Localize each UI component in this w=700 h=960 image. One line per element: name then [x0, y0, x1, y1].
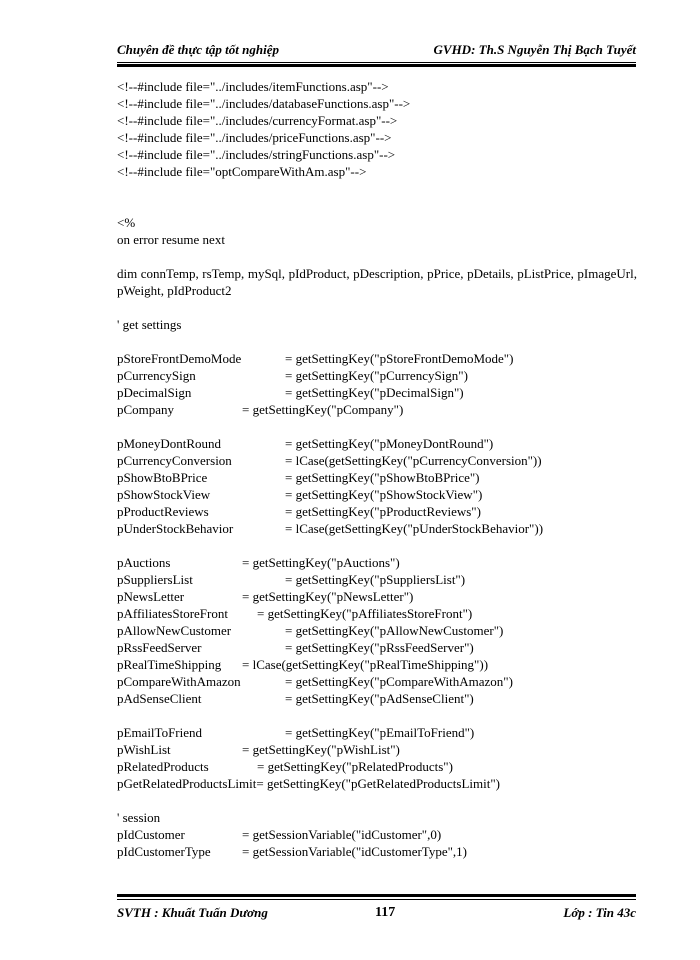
assignment-line: [117, 486, 637, 503]
page-number: 117: [375, 905, 396, 920]
settings-group-3: [117, 554, 637, 707]
comment-session-text: ' session: [117, 810, 161, 825]
footer-student: SVTH : Khuất Tuấn Dương: [117, 905, 268, 920]
assignment-value: = getSettingKey("pAdSenseClient"): [285, 691, 474, 706]
comment-session: [117, 809, 637, 826]
assignment-value: = getSettingKey("pCompany"): [242, 402, 404, 417]
assignment-line: [117, 741, 637, 758]
comment-get-settings-text: ' get settings: [117, 317, 182, 332]
assignment-value: = getSettingKey("pRelatedProducts"): [257, 759, 453, 774]
assignment-line: [117, 775, 637, 792]
variable-name: pProductReviews: [117, 504, 209, 519]
assignment-value: = getSettingKey("pDecimalSign"): [285, 385, 464, 400]
assignment-line: [117, 622, 637, 639]
assignment-value: = getSettingKey("pStoreFrontDemoMode"): [285, 351, 514, 366]
assignment-line: [117, 673, 637, 690]
assignment-value: = getSettingKey("pShowBtoBPrice"): [285, 470, 480, 485]
assignment-value: = getSettingKey("pGetRelatedProductsLimit"): [256, 776, 500, 791]
variable-name: pAdSenseClient: [117, 691, 202, 706]
assignment-value: = getSettingKey("pNewsLetter"): [242, 589, 414, 604]
assignment-value: = getSettingKey("pWishList"): [242, 742, 400, 757]
assignment-value: = getSettingKey("pAuctions"): [242, 555, 400, 570]
footer-class: Lớp : Tin 43c: [563, 905, 636, 920]
variable-name: pIdCustomer: [117, 827, 185, 842]
variable-name: pCurrencySign: [117, 368, 196, 383]
asp-open-tag: [117, 214, 637, 231]
assignment-value: = getSettingKey("pCurrencySign"): [285, 368, 468, 383]
assignment-line: [117, 656, 637, 673]
include-text: <!--#include file="../includes/itemFunctions.asp"-->: [117, 79, 389, 94]
assignment-value: = lCase(getSettingKey("pUnderStockBehavior")): [285, 521, 544, 536]
assignment-line: [117, 605, 637, 622]
assignment-line: [117, 843, 637, 860]
assignment-line: [117, 554, 637, 571]
assignment-value: = getSettingKey("pProductReviews"): [285, 504, 481, 519]
assignment-line: [117, 724, 637, 741]
assignment-value: = getSettingKey("pShowStockView"): [285, 487, 483, 502]
include-line: [117, 78, 637, 95]
assignment-line: [117, 367, 637, 384]
include-line: [117, 146, 637, 163]
on-error-text: on error resume next: [117, 232, 225, 247]
variable-name: pCompany: [117, 402, 175, 417]
assignment-line: [117, 469, 637, 486]
assignment-value: = getSettingKey("pAllowNewCustomer"): [285, 623, 504, 638]
variable-name: pIdCustomerType: [117, 844, 211, 859]
page-header: [117, 42, 636, 62]
assignment-value: = getSettingKey("pMoneyDontRound"): [285, 436, 494, 451]
variable-name: pDecimalSign: [117, 385, 192, 400]
assignment-value: = getSettingKey("pSuppliersList"): [285, 572, 466, 587]
asp-open-tag-text: <%: [117, 215, 136, 230]
comment-get-settings: [117, 316, 637, 333]
settings-group-2: [117, 435, 637, 537]
assignment-line: [117, 384, 637, 401]
include-line: [117, 95, 637, 112]
variable-name: pShowBtoBPrice: [117, 470, 208, 485]
settings-group-4: [117, 724, 637, 792]
header-right-supervisor: GVHD: Th.S Nguyễn Thị Bạch Tuyết: [433, 42, 636, 57]
include-line: [117, 112, 637, 129]
assignment-value: = lCase(getSettingKey("pCurrencyConversion")): [285, 453, 542, 468]
assignment-line: [117, 520, 637, 537]
assignment-value: = lCase(getSettingKey("pRealTimeShipping")): [242, 657, 489, 672]
include-text: <!--#include file="../includes/currencyFormat.asp"-->: [117, 113, 398, 128]
assignment-value: = getSettingKey("pEmailToFriend"): [285, 725, 475, 740]
footer-rule-thick: [117, 894, 636, 897]
page-footer: [117, 905, 636, 925]
header-rule-thin: [117, 62, 636, 63]
assignment-line: [117, 826, 637, 843]
variable-name: pRssFeedServer: [117, 640, 202, 655]
include-text: <!--#include file="../includes/databaseFunctions.asp"-->: [117, 96, 411, 111]
variable-name: pWishList: [117, 742, 171, 757]
assignment-value: = getSettingKey("pRssFeedServer"): [285, 640, 474, 655]
code-listing: [117, 78, 637, 860]
assignment-line: [117, 350, 637, 367]
assignment-value: = getSettingKey("pAffiliatesStoreFront"): [257, 606, 473, 621]
header-left-title: Chuyên đề thực tập tốt nghiệp: [117, 42, 279, 57]
settings-group-1: [117, 350, 637, 418]
variable-name: pAllowNewCustomer: [117, 623, 232, 638]
include-block: [117, 78, 637, 180]
variable-name: pUnderStockBehavior: [117, 521, 234, 536]
assignment-value: = getSessionVariable("idCustomerType",1): [242, 844, 467, 859]
assignment-line: [117, 588, 637, 605]
assignment-line: [117, 639, 637, 656]
variable-name: pShowStockView: [117, 487, 211, 502]
on-error-line: [117, 231, 637, 248]
header-rule-thick: [117, 64, 636, 67]
variable-name: pEmailToFriend: [117, 725, 203, 740]
variable-name: pNewsLetter: [117, 589, 185, 604]
assignment-value: = getSettingKey("pCompareWithAmazon"): [285, 674, 513, 689]
assignment-line: [117, 690, 637, 707]
include-text: <!--#include file="optCompareWithAm.asp"-->: [117, 164, 367, 179]
include-text: <!--#include file="../includes/stringFunctions.asp"-->: [117, 147, 396, 162]
variable-name: pRealTimeShipping: [117, 657, 222, 672]
assignment-line: [117, 401, 637, 418]
variable-name: pMoneyDontRound: [117, 436, 221, 451]
variable-name: pAuctions: [117, 555, 171, 570]
assignment-line: [117, 435, 637, 452]
footer-rule-thin: [117, 899, 636, 900]
variable-name: pCompareWithAmazon: [117, 674, 241, 689]
assignment-line: [117, 503, 637, 520]
session-group: [117, 826, 637, 860]
assignment-line: [117, 758, 637, 775]
variable-name: pSuppliersList: [117, 572, 193, 587]
variable-name: pCurrencyConversion: [117, 453, 232, 468]
include-line: [117, 163, 637, 180]
include-line: [117, 129, 637, 146]
dim-statement: dim connTemp, rsTemp, mySql, pIdProduct, pDescription, pPrice, pDetails, pListPrice, pImageUrl, pWeight, pIdProduct2: [117, 266, 637, 298]
variable-name: pRelatedProducts: [117, 759, 209, 774]
variable-name: pAffiliatesStoreFront: [117, 606, 228, 621]
variable-name: pGetRelatedProductsLimit: [117, 776, 257, 791]
variable-name: pStoreFrontDemoMode: [117, 351, 242, 366]
assignment-line: [117, 452, 637, 469]
assignment-line: [117, 571, 637, 588]
assignment-value: = getSessionVariable("idCustomer",0): [242, 827, 442, 842]
include-text: <!--#include file="../includes/priceFunctions.asp"-->: [117, 130, 392, 145]
